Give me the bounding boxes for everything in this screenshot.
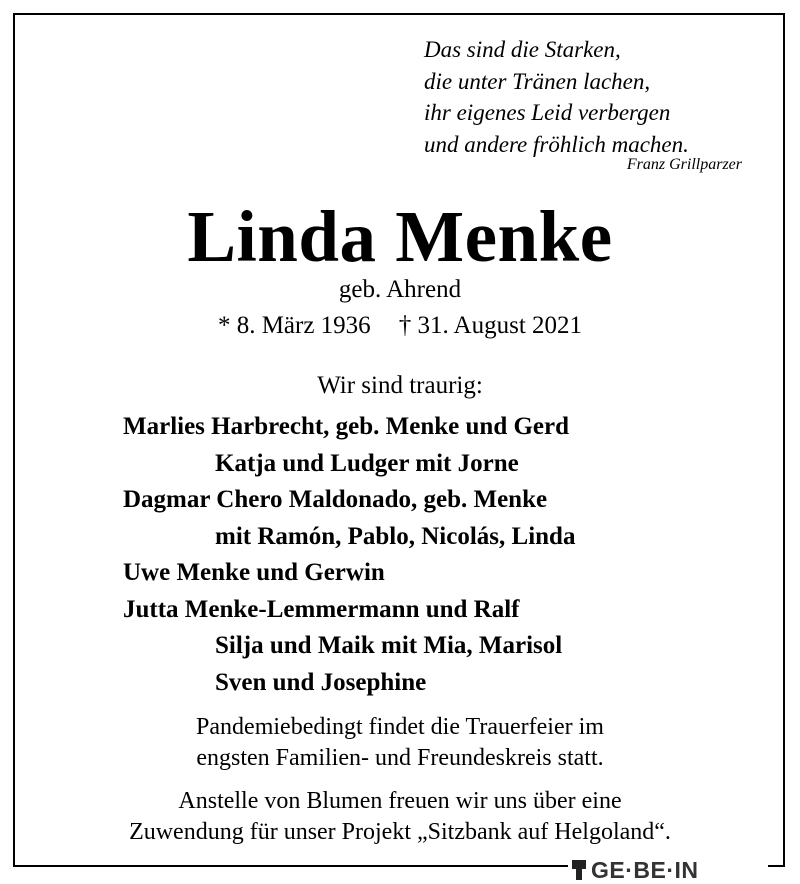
- mourner-line: Uwe Menke und Gerwin: [123, 559, 385, 586]
- mourner-line: Katja und Ludger mit Jorne: [215, 450, 519, 477]
- mourner-line: Jutta Menke-Lemmermann und Ralf: [123, 596, 520, 623]
- life-dates: [0, 312, 800, 340]
- logo-text: GE·BE·IN: [591, 856, 699, 883]
- mourner-line: Dagmar Chero Maldonado, geb. Menke: [123, 486, 548, 513]
- mourners-intro: Wir sind traurig:: [317, 372, 483, 399]
- mourner-line: Sven und Josephine: [215, 669, 427, 696]
- maiden-name: geb. Ahrend: [338, 276, 462, 303]
- mourner-line: Silja und Maik mit Mia, Marisol: [215, 632, 563, 659]
- death-date: † 31. August 2021: [398, 312, 583, 339]
- notice-line: Pandemiebedingt findet die Trauerfeier im: [196, 714, 604, 740]
- notice-line: engsten Familien- und Freundeskreis statt.: [196, 745, 604, 771]
- gebein-logo-icon: [572, 860, 586, 880]
- poem: [424, 34, 689, 160]
- poem-line: die unter Tränen lachen,: [424, 68, 651, 94]
- mourner-line: Marlies Harbrecht, geb. Menke und Gerd: [123, 413, 570, 440]
- notice-line: Anstelle von Blumen freuen wir uns über eine: [178, 788, 622, 814]
- poem-line: ihr eigenes Leid verbergen: [424, 100, 671, 125]
- notice-line: Zuwendung für unser Projekt „Sitzbank auf Helgoland“.: [129, 819, 671, 845]
- poem-line: und andere fröhlich machen.: [424, 131, 689, 157]
- mourner-line: mit Ramón, Pablo, Nicolás, Linda: [215, 523, 576, 550]
- deceased-name: Linda Menke: [187, 196, 613, 277]
- poem-author: Franz Grillparzer: [626, 156, 742, 173]
- poem-line: Das sind die Starken,: [424, 37, 621, 62]
- publisher-logo: [568, 856, 768, 884]
- birth-date: * 8. März 1936: [217, 312, 371, 339]
